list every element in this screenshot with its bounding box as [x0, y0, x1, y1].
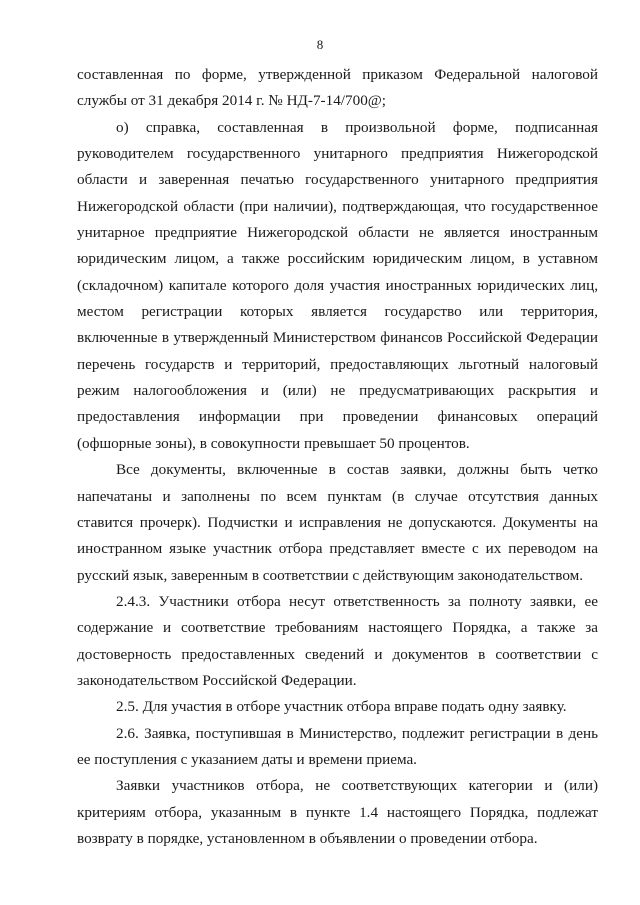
document-body	[77, 62, 598, 852]
paragraph-2-5: 2.5. Для участия в отборе участник отбора вправе подать одну заявку.	[116, 698, 567, 716]
paragraph-documents-requirements: Все документы, включенные в состав заявки, должны быть четко напечатаны и заполнены по всем пунктам (в случае отсутствия данных ставится прочерк). Подчистки и исправления не допускаются. Документы на иностранном языке участник отбора представляет вместе с их переводом на русский язык, заверенным в соответствии с действующим законодательством.	[77, 461, 598, 584]
paragraph-2-4-3: 2.4.3. Участники отбора несут ответственность за полноту заявки, ее содержание и соответствие требованиям настоящего Порядка, а также за достоверность предоставленных сведений и документов в соответствии с законодательством Российской Федерации.	[77, 592, 598, 689]
paragraph-applications-return: Заявки участников отбора, не соответствующих категории и (или) критериям отбора, указанным в пункте 1.4 настоящего Порядка, подлежат возврату в порядке, установленном в объявлении о проведении отбора.	[77, 777, 598, 847]
page-number: 8	[316, 37, 324, 52]
paragraph-item-o: о) справка, составленная в произвольной форме, подписанная руководителем государственного унитарного предприятия Нижегородской области и заверенная печатью государственного унитарного предприятия Нижегородской области (при наличии), подтверждающая, что государственное унитарное предприятие Нижегородской области не является иностранным юридическим лицом, а также российским юридическим лицом, в уставном (складочном) капитале которого доля участия иностранных юридических лиц, местом регистрации которых является государство или территория, включенные в утвержденный Министерством финансов Российской Федерации перечень государств и территорий, предоставляющих льготный налоговый режим налогообложения и (или) не предусматривающих раскрытия и предоставления информации при проведении финансовых операций (офшорные зоны), в совокупности превышает 50 процентов.	[77, 118, 598, 452]
paragraph-continuation: составленная по форме, утвержденной приказом Федеральной налоговой службы от 31 декабря 2014 г. № НД-7-14/700@;	[77, 66, 598, 110]
paragraph-2-6: 2.6. Заявка, поступившая в Министерство, подлежит регистрации в день ее поступления с указанием даты и времени приема.	[77, 724, 598, 768]
